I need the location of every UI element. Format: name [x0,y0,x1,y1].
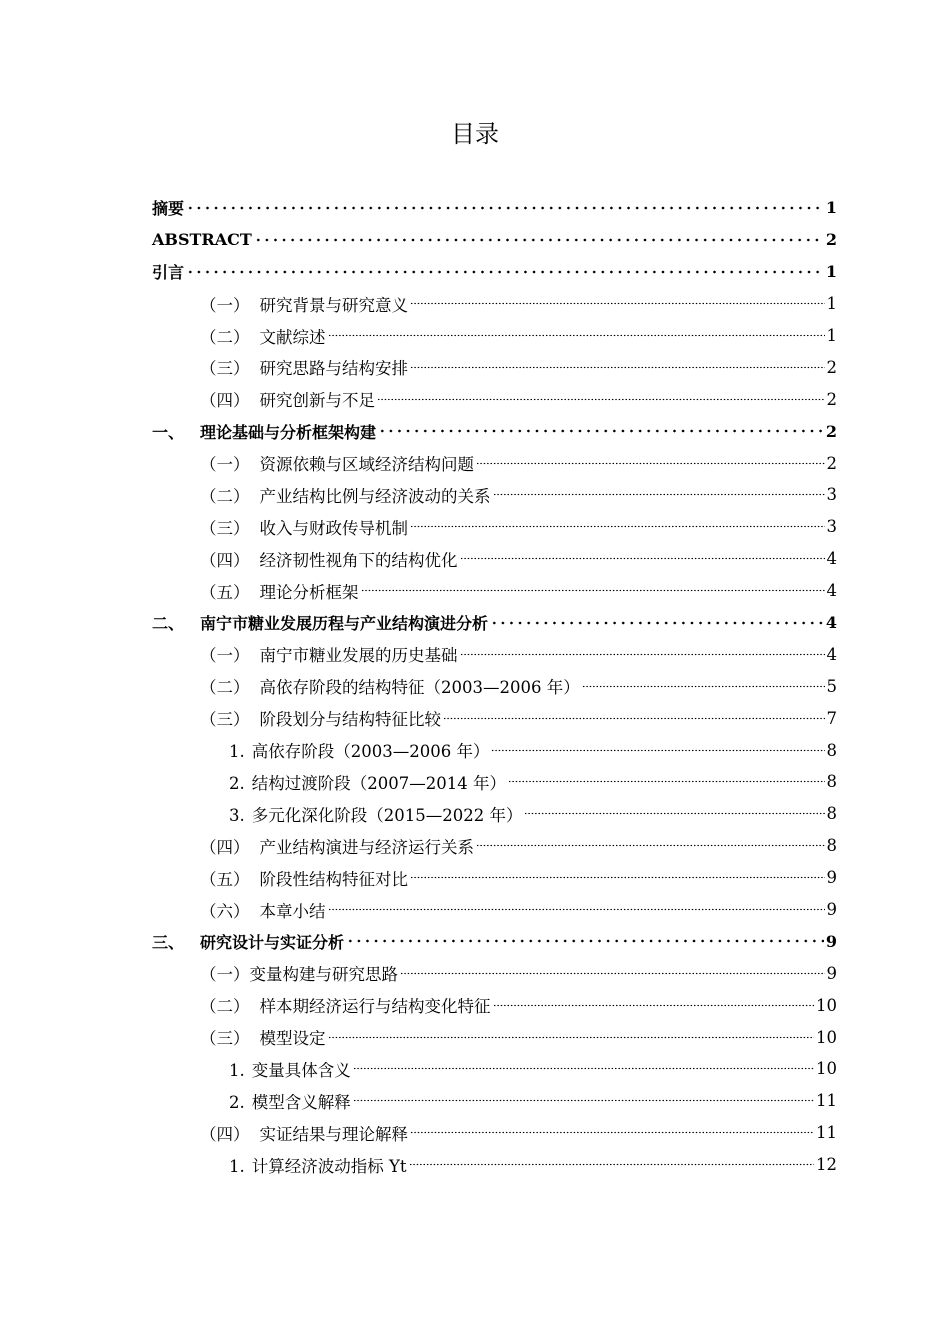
toc-entry-title [200,1025,326,1049]
dot-leader [493,1004,815,1007]
toc-entry[interactable] [152,256,837,288]
dot-leader [582,685,825,688]
dot-leader [410,366,825,369]
toc-entry-page-number: 2 [826,389,837,409]
dot-leader [460,653,825,656]
toc-entry-number: 1. [229,1060,245,1080]
toc-entry-title [152,260,184,283]
toc-entry-page-number: 1 [826,294,837,314]
toc-entry-label: 引言 [152,263,185,283]
toc-entry-page-number: 2 [825,421,837,441]
toc-entry[interactable] [152,1085,837,1117]
toc-entry-title [200,706,441,730]
dot-leader [400,972,825,975]
toc-entry-page-number: 2 [826,453,837,473]
toc-entry[interactable] [152,1053,837,1085]
toc-entry-page-number: 10 [816,1027,837,1047]
toc-entry-label: 理论分析框架 [259,582,359,602]
toc-entry-title [152,420,376,443]
toc-entry-label: 摘要 [152,199,185,219]
toc-entry-title [200,324,326,348]
toc-entry[interactable] [152,830,837,862]
dot-leader [328,1036,815,1039]
toc-entry-label: 变量具体含义 [251,1060,351,1080]
toc-entry-page-number: 7 [826,708,837,728]
toc-entry-label: 南宁市糖业发展历程与产业结构演进分析 [200,614,489,634]
dot-leader [490,621,824,625]
dot-leader [254,238,824,242]
toc-entry-number: （六） [200,901,250,921]
toc-entry-title [229,1089,351,1113]
toc-entry-number: 一、 [152,422,185,442]
toc-entry-page-number: 1 [825,262,837,282]
dot-leader [410,302,825,305]
toc-entry[interactable] [152,447,837,479]
toc-entry-page-number: 3 [826,485,837,505]
toc-entry-title [200,451,474,475]
toc-entry-label: 模型设定 [259,1029,326,1049]
toc-entry-label: 产业结构比例与经济波动的关系 [259,486,491,506]
dot-leader [186,206,824,210]
toc-entry-page-number: 8 [826,804,837,824]
toc-entry-title [200,834,474,858]
toc-entry[interactable] [152,607,837,639]
dot-leader [328,908,825,911]
toc-entry-title [200,961,398,985]
toc-entry-page-number: 2 [826,357,837,377]
toc-entry-label: 文献综述 [259,327,326,347]
dot-leader [524,812,824,815]
toc-entry-page-number: 3 [826,517,837,537]
toc-entry-number: 1. [229,1156,245,1176]
dot-leader [410,876,825,879]
toc-entry-label: 研究设计与实证分析 [200,932,345,952]
toc-entry[interactable] [152,1021,837,1053]
toc-entry[interactable] [152,798,837,830]
toc-entry-label: 资源依赖与区域经济结构问题 [259,455,474,475]
toc-entry-number: 二、 [152,614,185,634]
toc-entry[interactable] [152,288,837,320]
toc-entry-label: ABSTRACT [152,230,252,250]
toc-entry-page-number: 10 [816,1059,837,1079]
toc-entry[interactable] [152,479,837,511]
toc-entry[interactable] [152,511,837,543]
toc-entry-page-number: 8 [826,836,837,856]
toc-entry-number: 2. [229,1092,245,1112]
toc-entry-title [200,579,359,603]
toc-entry-title [200,993,491,1017]
toc-entry-title [229,770,506,794]
toc-entry-page-number: 4 [826,549,837,569]
toc-entry-title [200,515,408,539]
toc-entry[interactable] [152,702,837,734]
toc-entry-page-number: 8 [826,772,837,792]
toc-entry-title [200,355,408,379]
dot-leader [346,939,824,943]
toc-entry-title [152,611,488,634]
page-title: 目录 [451,120,499,148]
toc-entry-page-number: 8 [826,740,837,760]
toc-entry-label: 研究思路与结构安排 [259,359,408,379]
toc-entry-number: （四） [200,391,250,411]
toc-entry-number: （一） [200,455,250,475]
toc-entry-page-number: 4 [826,644,837,664]
toc-entry-label: 阶段性结构特征对比 [259,869,408,889]
toc-entry[interactable] [152,320,837,352]
toc-entry-label: 本章小结 [259,901,326,921]
toc-entry-label: 实证结果与理论解释 [259,1124,408,1144]
dot-leader [409,1163,814,1166]
toc-entry-page-number: 2 [825,230,837,250]
toc-entry-number: 三、 [152,932,185,952]
dot-leader [410,1131,814,1134]
toc-entry-title [200,483,491,507]
dot-leader [476,462,825,465]
toc-entry-page-number: 9 [826,868,837,888]
toc-entry[interactable] [152,638,837,670]
toc-entry[interactable] [152,1117,837,1149]
toc-entry[interactable] [152,224,837,256]
toc-entry-title [200,292,408,316]
toc-entry-title [200,547,458,571]
dot-leader [378,429,824,433]
toc-entry-label: 多元化深化阶段（2015—2022 年） [251,805,523,825]
toc-entry-title [200,642,458,666]
toc-entry-title [229,1153,407,1177]
toc-entry-title [200,1121,408,1145]
toc-entry[interactable] [152,925,837,957]
toc-entry-label: 样本期经济运行与结构变化特征 [259,997,491,1017]
toc-entry[interactable] [152,989,837,1021]
toc-entry-number: （五） [200,869,250,889]
toc-entry[interactable] [152,543,837,575]
toc-entry-page-number: 11 [816,1091,837,1111]
dot-leader [410,525,825,528]
table-of-contents [152,192,837,1181]
toc-entry-page-number: 10 [816,995,837,1015]
toc-entry[interactable] [152,957,837,989]
toc-entry[interactable] [152,192,837,224]
toc-entry-label: 理论基础与分析框架构建 [200,422,377,442]
toc-entry[interactable] [152,894,837,926]
toc-entry-page-number: 4 [826,581,837,601]
dot-leader [353,1099,814,1102]
toc-entry[interactable] [152,766,837,798]
toc-entry-number: （四） [200,837,250,857]
toc-entry-number: （一） [200,965,250,985]
toc-entry-label: 模型含义解释 [251,1092,351,1112]
toc-entry-page-number: 11 [816,1123,837,1143]
toc-entry-number: （四） [200,550,250,570]
toc-entry-number: （五） [200,582,250,602]
toc-entry-label: 经济韧性视角下的结构优化 [259,550,458,570]
toc-entry[interactable] [152,415,837,447]
toc-entry[interactable] [152,575,837,607]
toc-entry-label: 结构过渡阶段（2007—2014 年） [251,773,506,793]
dot-leader [491,749,824,752]
dot-leader [328,334,825,337]
toc-entry-page-number: 9 [825,931,837,951]
toc-entry-number: （二） [200,678,250,698]
toc-entry-number: 1. [229,742,245,762]
toc-entry-number: （二） [200,327,250,347]
toc-entry-label: 变量构建与研究思路 [249,965,398,985]
toc-entry-page-number: 12 [816,1155,837,1175]
toc-entry-label: 收入与财政传导机制 [259,518,408,538]
toc-entry-title [229,1057,351,1081]
dot-leader [186,270,824,274]
toc-entry-page-number: 1 [826,326,837,345]
dot-leader [443,717,825,720]
toc-entry-title [229,738,489,762]
toc-entry-page-number: 4 [825,613,837,633]
toc-entry-label: 研究背景与研究意义 [259,295,408,315]
dot-leader [377,398,825,401]
toc-entry[interactable] [152,383,837,415]
toc-entry[interactable] [152,862,837,894]
toc-entry-number: （三） [200,359,250,379]
toc-entry-page-number: 9 [826,900,837,920]
dot-leader [361,589,825,592]
toc-entry-title [152,230,252,249]
toc-entry-title [200,387,375,411]
toc-entry-number: （三） [200,1029,250,1049]
toc-entry-number: （一） [200,646,250,666]
toc-entry-number: 2. [229,773,245,793]
dot-leader [460,557,825,560]
dot-leader [476,844,825,847]
dot-leader [508,780,825,783]
toc-entry-label: 阶段划分与结构特征比较 [259,710,441,730]
toc-entry[interactable] [152,1149,837,1181]
toc-entry-number: （一） [200,295,250,315]
toc-entry-page-number: 9 [826,963,837,983]
toc-entry[interactable] [152,734,837,766]
toc-entry-label: 计算经济波动指标 Yt [251,1156,407,1176]
toc-entry-title [152,196,184,219]
toc-entry-page-number: 1 [825,198,837,218]
toc-entry-number: （四） [200,1124,250,1144]
toc-entry-title [200,674,580,698]
toc-entry-number: （三） [200,710,250,730]
toc-entry-number: 3. [229,805,245,825]
toc-entry-label: 高依存阶段的结构特征（2003—2006 年） [259,678,580,698]
dot-leader [353,1067,814,1070]
toc-entry-page-number: 5 [826,676,837,696]
toc-entry-label: 产业结构演进与经济运行关系 [259,837,474,857]
toc-entry-label: 研究创新与不足 [259,391,375,411]
toc-entry[interactable] [152,670,837,702]
toc-entry-label: 高依存阶段（2003—2006 年） [251,742,490,762]
toc-entry-title [200,866,408,890]
dot-leader [493,493,825,496]
toc-entry-number: （二） [200,486,250,506]
toc-entry-title [229,802,522,826]
toc-entry[interactable] [152,351,837,383]
toc-entry-label: 南宁市糖业发展的历史基础 [259,646,458,666]
toc-entry-title [152,930,344,953]
toc-entry-number: （三） [200,518,250,538]
toc-entry-title [200,898,326,922]
toc-entry-number: （二） [200,997,250,1017]
